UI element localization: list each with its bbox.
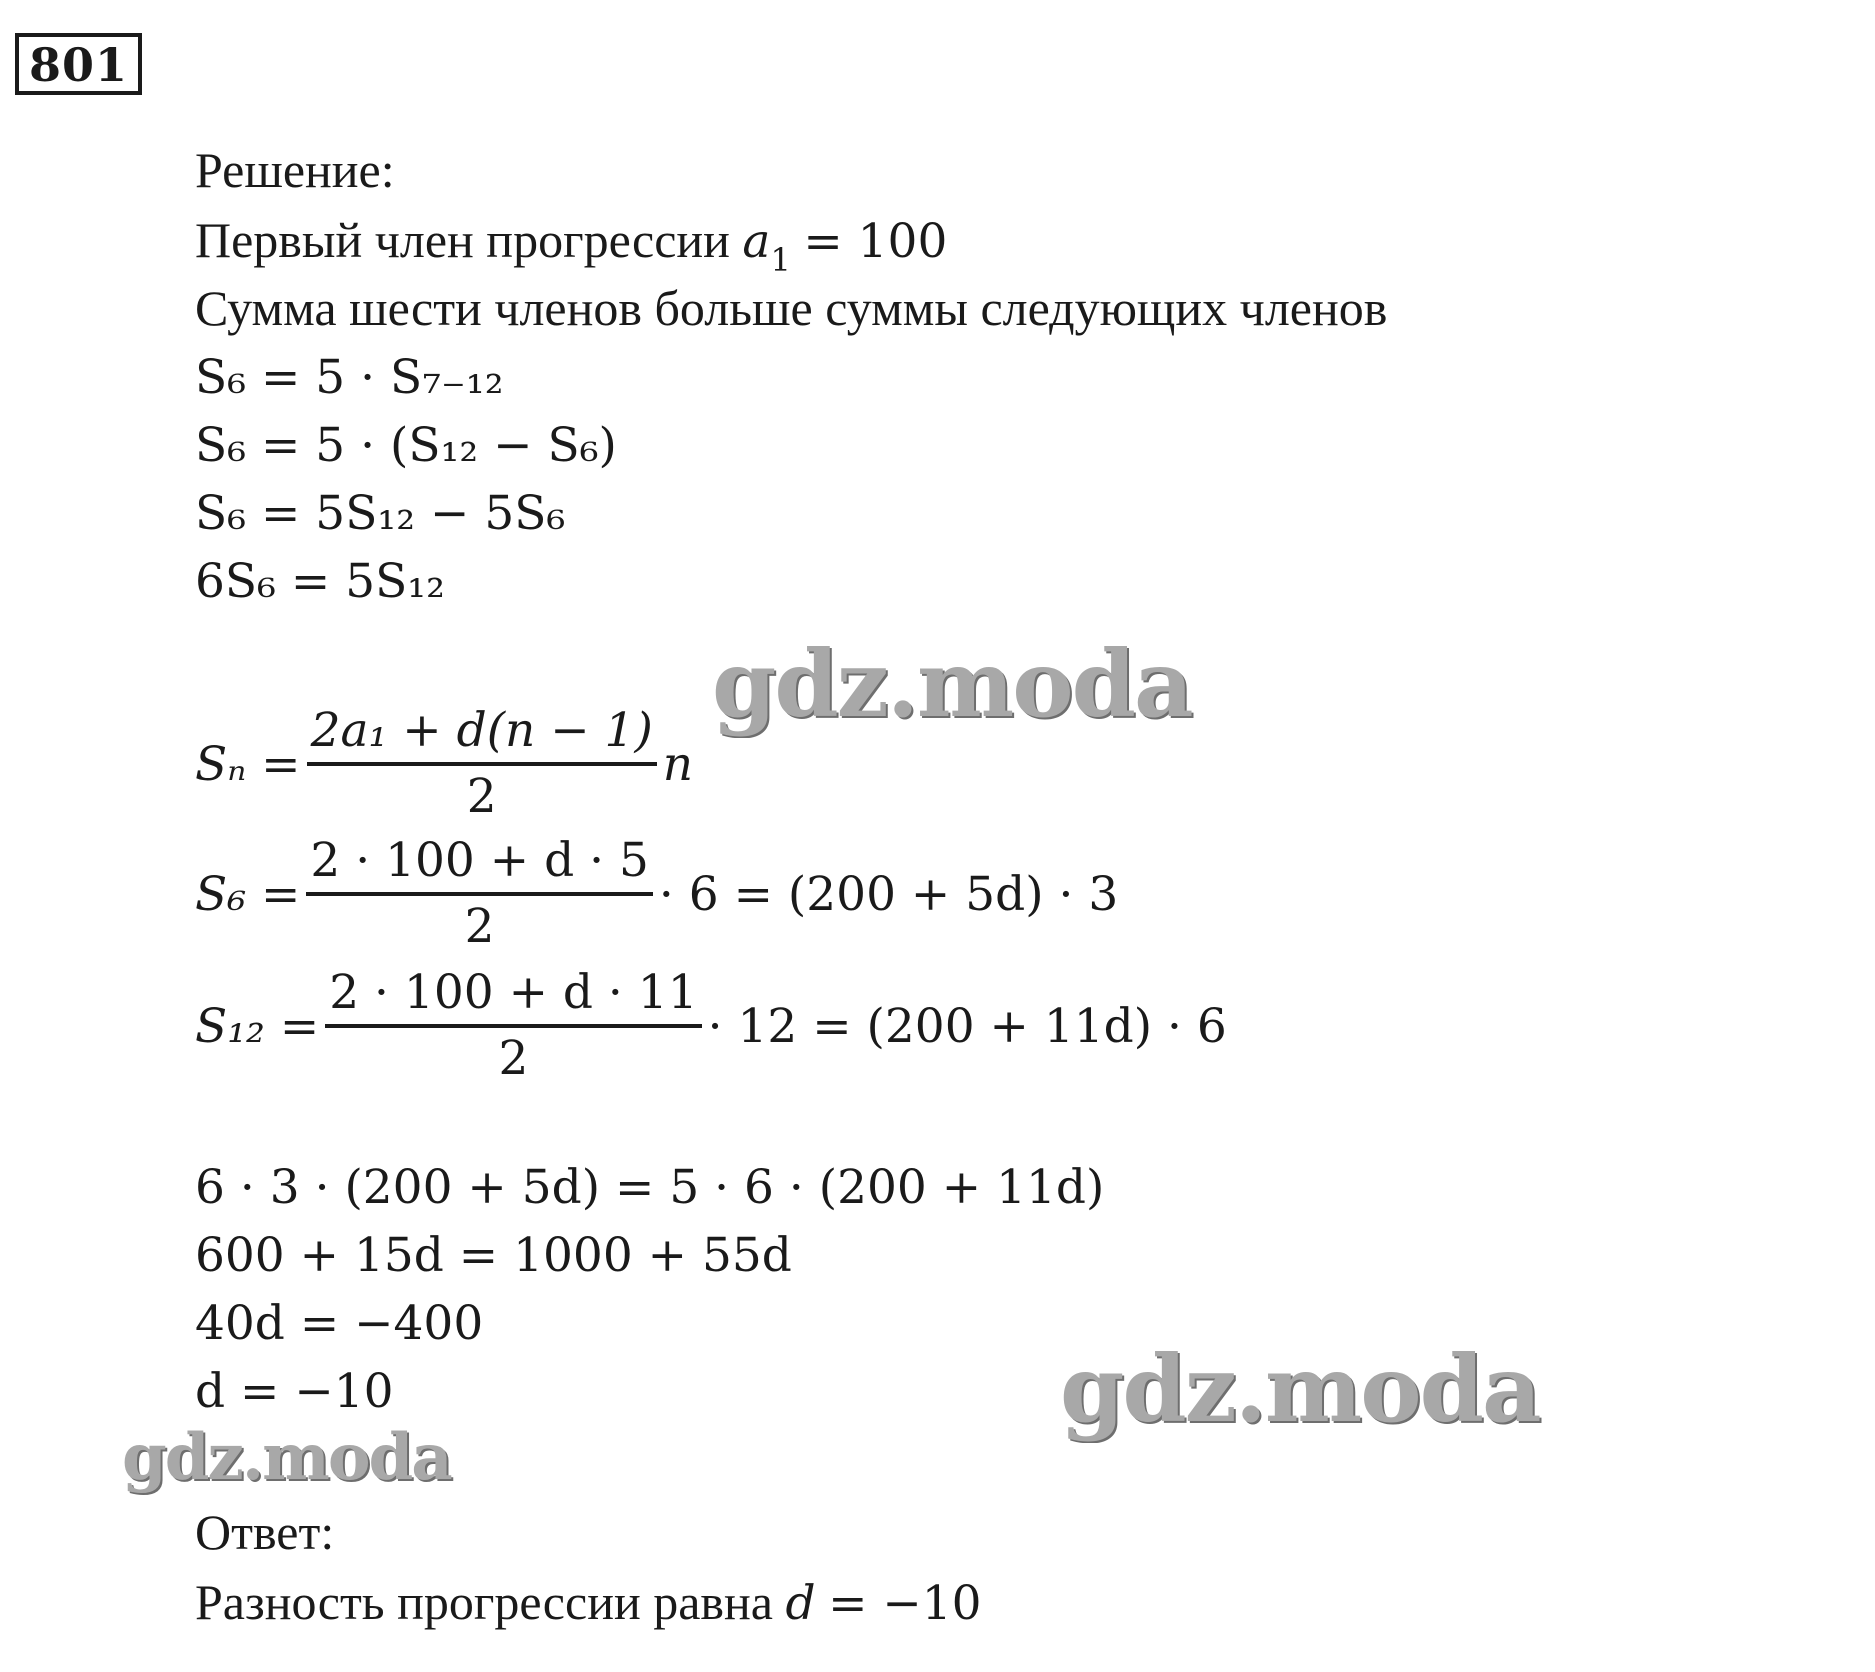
formula-s12-rhs: · 12 = (200 + 11d) · 6 <box>707 998 1227 1054</box>
equation-5: 6 · 3 · (200 + 5d) = 5 · 6 · (200 + 11d) <box>195 1160 1105 1215</box>
equation-6: 600 + 15d = 1000 + 55d <box>195 1228 792 1283</box>
sum-description: Сумма шести членов больше суммы следующих членов <box>195 280 1388 336</box>
equation-4: 6S₆ = 5S₁₂ <box>195 554 445 609</box>
formula-sn-lhs: Sₙ = <box>195 736 301 792</box>
formula-sn-denominator: 2 <box>466 769 497 824</box>
formula-s12-lhs: S₁₂ = <box>195 998 320 1054</box>
formula-s12 <box>195 962 1227 1090</box>
first-term-text: Первый член прогрессии <box>195 212 730 268</box>
equation-2: S₆ = 5 · (S₁₂ − S₆) <box>195 418 617 473</box>
equation-8: d = −10 <box>195 1364 394 1419</box>
watermark: gdz.moda <box>712 630 1192 738</box>
problem-number: 801 <box>15 33 142 95</box>
formula-sn-rhs: n <box>662 736 694 792</box>
a1-symbol: $a_1$ <box>742 214 791 279</box>
d-symbol: d <box>785 1576 816 1631</box>
formula-s6-denominator: 2 <box>464 899 495 954</box>
formula-s6-numerator: 2 · 100 + d · 5 <box>306 830 653 896</box>
formula-s6-lhs: S₆ = <box>195 866 301 922</box>
first-term-line <box>195 210 948 279</box>
answer-line <box>195 1572 982 1634</box>
formula-sn <box>195 700 693 828</box>
answer-heading: Ответ: <box>195 1504 335 1560</box>
formula-s6-rhs: · 6 = (200 + 5d) · 3 <box>658 866 1119 922</box>
equation-7: 40d = −400 <box>195 1296 484 1351</box>
first-term-eq: = 100 <box>803 214 948 269</box>
formula-s6-fraction <box>306 830 653 958</box>
formula-s12-denominator: 2 <box>498 1031 529 1086</box>
watermark: gdz.moda <box>122 1420 451 1495</box>
formula-s6 <box>195 830 1118 958</box>
equation-1: S₆ = 5 · S₇₋₁₂ <box>195 350 504 405</box>
watermark: gdz.moda <box>1060 1335 1540 1443</box>
formula-sn-numerator: 2a₁ + d(n − 1) <box>307 700 657 766</box>
answer-text: Разность прогрессии равна <box>195 1574 773 1630</box>
formula-s12-fraction <box>325 962 701 1090</box>
formula-s12-numerator: 2 · 100 + d · 11 <box>325 962 701 1028</box>
formula-sn-fraction <box>307 700 657 828</box>
answer-value: = −10 <box>828 1576 982 1631</box>
equation-3: S₆ = 5S₁₂ − 5S₆ <box>195 486 566 541</box>
solution-heading: Решение: <box>195 142 395 198</box>
